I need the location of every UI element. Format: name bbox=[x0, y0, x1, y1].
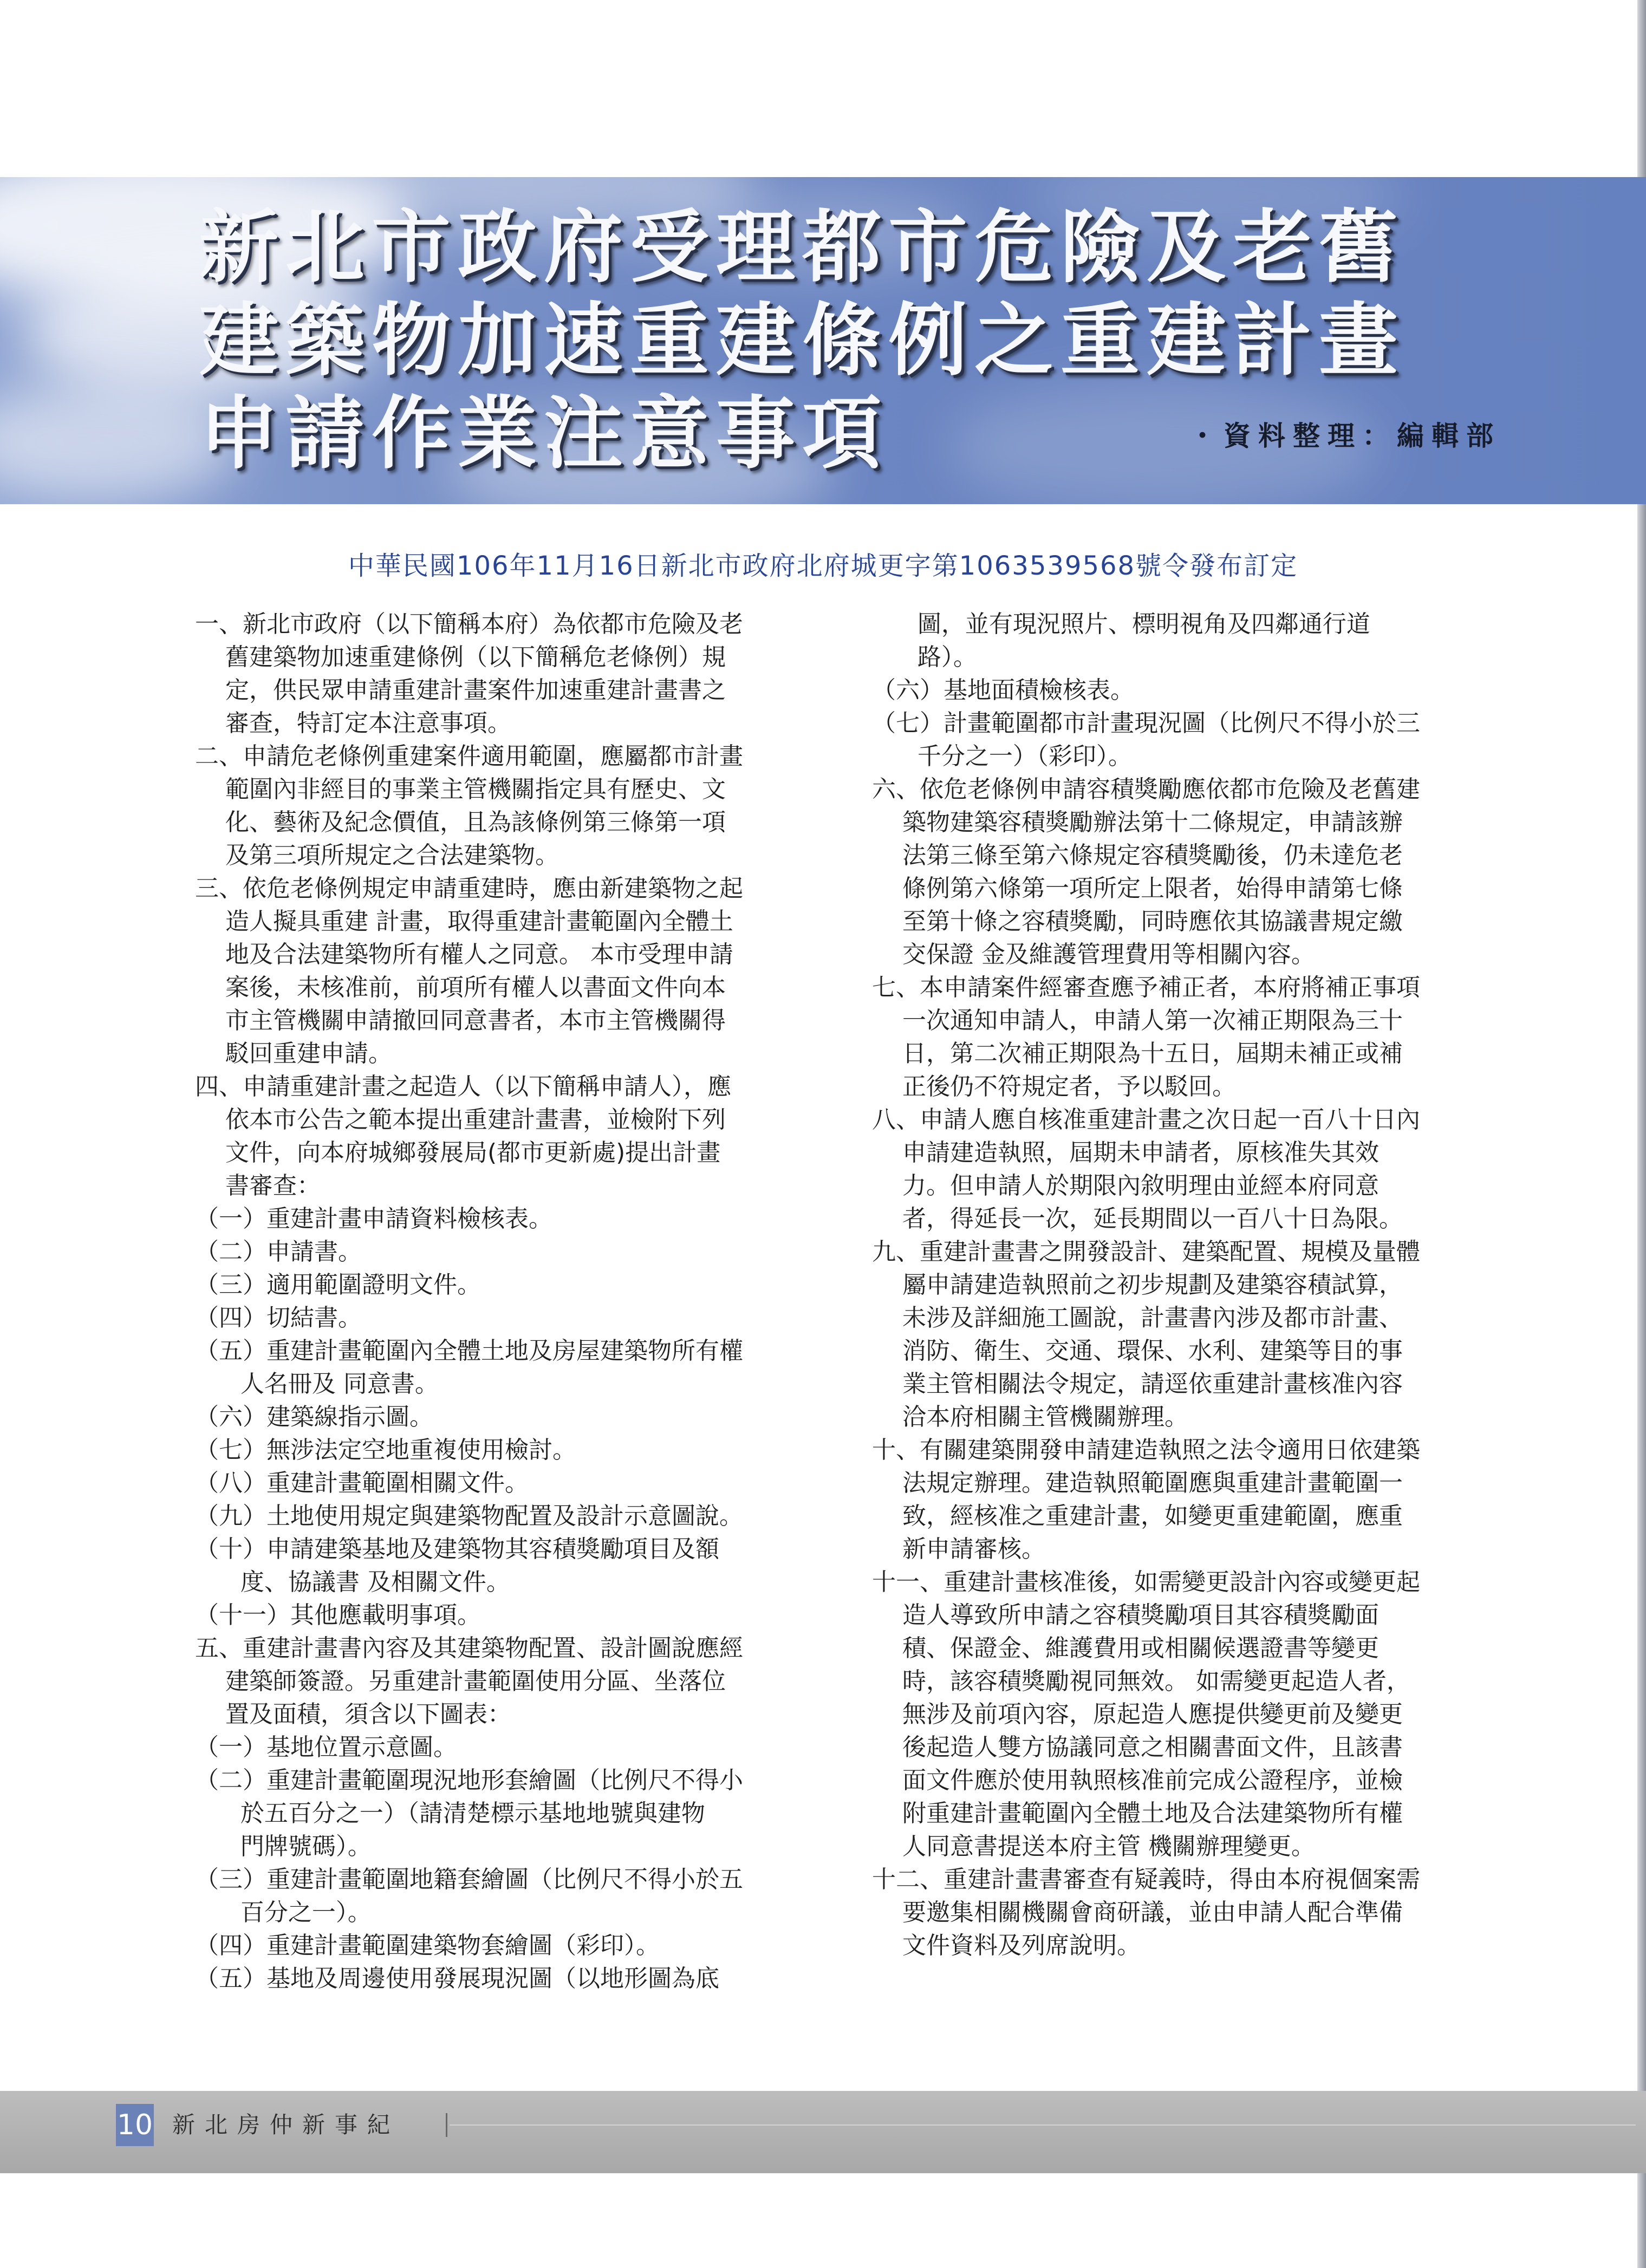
article-item-5: 五、重建計畫書內容及其建築物配置、設計圖說應經 建築師簽證。另重建計畫範圍使用分區、坐落位 置及面積，須含以下圖表： bbox=[195, 1634, 743, 1728]
footer-separator bbox=[446, 2113, 447, 2137]
title-banner bbox=[0, 177, 1646, 504]
sub-item: （十）申請建築基地及建築物其容積獎勵項目及額 度、協議書 及相關文件。 bbox=[195, 1535, 719, 1596]
author-credit: ・資料整理：編輯部 bbox=[1189, 420, 1501, 452]
article-item-4: 四、申請重建計畫之起造人（以下簡稱申請人），應 依本市公告之範本提出重建計畫書，並檢附下列 文件，向本府城鄉發展局(都市更新處)提出計畫 書審查： bbox=[195, 1073, 731, 1200]
article-item-10: 十、有關建築開發申請建造執照之法令適用日依建築 法規定辦理。建造執照範圍應與重建計畫範圍一 致，經核准之重建計畫，如變更重建範圍，應重 新申請審核。 bbox=[872, 1436, 1420, 1563]
sub-item: （五）基地及周邊使用發展現況圖（以地形圖為底 bbox=[195, 1965, 719, 1992]
sub-item: （四）重建計畫範圍建築物套繪圖（彩印）。 bbox=[195, 1932, 660, 1959]
title-line: 新北市政府受理都市危險及老舊 bbox=[199, 201, 1405, 294]
sub-item: （二）重建計畫範圍現況地形套繪圖（比例尺不得小 於五百分之一）（請清楚標示基地地號與建物 門牌號碼）。 bbox=[195, 1767, 743, 1860]
sub-item-continued: 圖，並有現況照片、標明視角及四鄰通行道 路）。 bbox=[917, 610, 1370, 671]
sub-item: （九）土地使用規定與建築物配置及設計示意圖說。 bbox=[195, 1502, 743, 1530]
page-number: 10 bbox=[116, 2104, 154, 2146]
right-column bbox=[872, 608, 1511, 1962]
article-item-7: 七、本申請案件經審查應予補正者，本府將補正事項 一次通知申請人，申請人第一次補正期限為三十 日，第二次補正期限為十五日，屆期未補正或補 正後仍不符規定者，予以駁回。 bbox=[872, 974, 1420, 1100]
sub-item: （四）切結書。 bbox=[195, 1304, 362, 1332]
sub-item: （五）重建計畫範圍內全體土地及房屋建築物所有權 人名冊及 同意書。 bbox=[195, 1337, 743, 1398]
article-item-6: 六、依危老條例申請容積獎勵應依都市危險及老舊建 築物建築容積獎勵辦法第十二條規定，申請該辦 法第三條至第六條規定容積獎勵後，仍未達危老 條例第六條第一項所定上限者，始得申請第七條 至第十條之容積獎勵，同時應依其協議書規定繳 交保證 金及維護管理費用等相關內容。 bbox=[872, 775, 1420, 968]
sub-item: （三）適用範圍證明文件。 bbox=[195, 1271, 481, 1299]
article-item-1: 一、新北市政府（以下簡稱本府）為依都市危險及老 舊建築物加速重建條例（以下簡稱危老條例）規 定，供民眾申請重建計畫案件加速重建計畫書之 審查，特訂定本注意事項。 bbox=[195, 610, 743, 737]
sub-item: （七）計畫範圍都市計畫現況圖（比例尺不得小於三 千分之一）（彩印）。 bbox=[872, 709, 1420, 770]
sub-item: （二）申請書。 bbox=[195, 1238, 362, 1266]
article-item-12: 十二、重建計畫書審查有疑義時，得由本府視個案需 要邀集相關機關會商研議，並由申請人配合準備 文件資料及列席說明。 bbox=[872, 1866, 1420, 1959]
article-item-8: 八、申請人應自核准重建計畫之次日起一百八十日內 申請建造執照，屆期未申請者，原核准失其效 力。但申請人於期限內敘明理由並經本府同意 者，得延長一次，延長期間以一百八十日為限。 bbox=[872, 1106, 1420, 1233]
left-column bbox=[195, 608, 848, 1995]
decree-subtitle: 中華民國106年11月16日新北市政府北府城更字第1063539568號令發布訂定 bbox=[348, 551, 1298, 581]
article-item-2: 二、申請危老條例重建案件適用範圍，應屬都市計畫 範圍內非經目的事業主管機關指定具有歷史、文 化、藝術及紀念價值，且為該條例第三條第一項 及第三項所規定之合法建築物。 bbox=[195, 742, 743, 869]
sub-item: （六）基地面積檢核表。 bbox=[872, 676, 1134, 704]
article-item-9: 九、重建計畫書之開發設計、建築配置、規模及量體 屬申請建造執照前之初步規劃及建築容積試算， 未涉及詳細施工圖說，計畫書內涉及都市計畫、 消防、衛生、交通、環保、水利、建築等目的事 業主管相關法令規定，請逕依重建計畫核准內容 洽本府相關主管機關辦理。 bbox=[872, 1238, 1420, 1431]
magazine-name: 新北房仲新事紀 bbox=[172, 2111, 400, 2138]
sub-item: （七）無涉法定空地重複使用檢討。 bbox=[195, 1436, 576, 1464]
sub-item: （一）基地位置示意圖。 bbox=[195, 1733, 457, 1761]
title-line: 申請作業注意事項 bbox=[199, 388, 888, 480]
sub-item: （六）建築線指示圖。 bbox=[195, 1403, 433, 1431]
sub-item: （一）重建計畫申請資料檢核表。 bbox=[195, 1205, 552, 1233]
sub-item: （三）重建計畫範圍地籍套繪圖（比例尺不得小於五 百分之一）。 bbox=[195, 1866, 743, 1926]
article-item-11: 十一、重建計畫核准後，如需變更設計內容或變更起 造人導致所申請之容積獎勵項目其容積獎勵面 積、保證金、維護費用或相關候選證書等變更 時，該容積獎勵視同無效。 如需變更起造人者， 無涉及前項內容，原起造人應提供變更前及變更 後起造人雙方協議同意之相關書面文件，且該書 面文件應於使用執照核准前完成公證程序，並檢 附重建計畫範圍內全體土地及合法建築物所有權 人同意書提送本府主管 機關辦理變更。 bbox=[872, 1568, 1420, 1860]
footer-rule bbox=[450, 2124, 1636, 2126]
sub-item: （八）重建計畫範圍相關文件。 bbox=[195, 1469, 529, 1497]
article-item-3: 三、依危老條例規定申請重建時，應由新建築物之起 造人擬具重建 計畫，取得重建計畫範圍內全體土 地及合法建築物所有權人之同意。 本市受理申請 案後，未核准前，前項所有權人以書面文件向本 市主管機關申請撤回同意書者，本市主管機關得 駁回重建申請。 bbox=[195, 875, 743, 1067]
sub-item: （十一）其他應載明事項。 bbox=[195, 1601, 481, 1629]
title-line: 建築物加速重建條例之重建計畫 bbox=[199, 295, 1405, 387]
